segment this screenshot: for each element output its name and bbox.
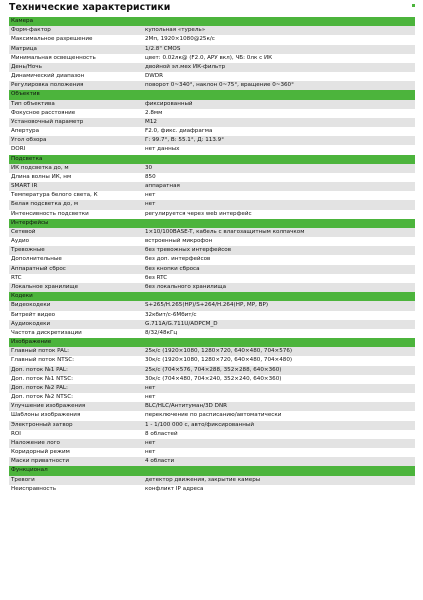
spec-row: [9, 329, 415, 338]
spec-label: Тревожные: [11, 247, 45, 254]
spec-value: 4 области: [145, 458, 175, 465]
spec-row: [9, 476, 415, 485]
spec-row: [9, 72, 415, 81]
spec-row: [9, 237, 415, 246]
section-header: [9, 155, 415, 164]
spec-label: Тип объектива: [11, 100, 55, 107]
spec-value: детектор движения, закрытие камеры: [145, 476, 261, 483]
section-title: Функционал: [11, 467, 48, 474]
spec-label: Доп. поток №2 PAL:: [11, 384, 68, 391]
spec-value: F2.0, фикс. диафрагма: [145, 128, 213, 135]
spec-value: нет: [145, 192, 156, 199]
spec-value: BLC/HLC/Антитуман/3D DNR: [145, 403, 228, 410]
spec-value: поворот 0~340°, наклон 0~75°, вращение 0~360°: [145, 82, 294, 89]
spec-value: фиксированный: [145, 100, 193, 107]
spec-row: [9, 210, 415, 219]
spec-label: SMART IR: [11, 183, 38, 190]
spec-label: Электронный затвор: [11, 421, 73, 428]
spec-row: [9, 366, 415, 375]
section-title: Объектив: [11, 91, 40, 98]
spec-row: [9, 35, 415, 44]
spec-label: Длина волны ИК, нм: [11, 173, 72, 180]
spec-row: [9, 63, 415, 72]
spec-label: Установочный параметр: [11, 118, 84, 125]
spec-row: [9, 356, 415, 365]
spec-label: Аппаратный сброс: [11, 265, 66, 272]
spec-value: 850: [145, 173, 156, 180]
spec-value: 32кбит/с-6Мбит/с: [145, 311, 197, 318]
spec-value: Г: 99.7°, В: 55.1°, Д: 113.9°: [145, 137, 225, 144]
spec-value: 30к/с (704×480, 704×240, 352×240, 640×360): [145, 375, 282, 382]
spec-value: без локального хранилища: [145, 283, 227, 290]
spec-label: Дополнительные: [11, 256, 62, 263]
spec-value: 30: [145, 164, 153, 171]
spec-label: Аудио: [11, 238, 30, 245]
spec-row: [9, 81, 415, 90]
spec-row: [9, 200, 415, 209]
section-title: Изображение: [11, 339, 52, 346]
spec-row: [9, 54, 415, 63]
section-title: Интерфейсы: [11, 219, 49, 226]
spec-value: без кнопки сброса: [145, 265, 200, 272]
spec-label: Апертура: [11, 128, 40, 135]
spec-label: Угол обзора: [11, 137, 47, 144]
spec-row: [9, 127, 415, 136]
spec-label: Видеокодеки: [11, 302, 51, 309]
section-title: Камера: [11, 18, 34, 24]
spec-value: аппаратная: [145, 183, 180, 190]
section-title: Подсветка: [11, 155, 43, 162]
section-title: Кодеки: [11, 293, 33, 300]
spec-row: [9, 320, 415, 329]
spec-value: M12: [145, 118, 157, 125]
spec-value: 30к/с (1920×1080, 1280×720, 640×480, 704×480): [145, 357, 293, 364]
spec-value: переключение по расписанию/автоматически: [145, 412, 282, 419]
spec-label: Интенсивность подсветки: [11, 210, 89, 217]
spec-row: [9, 228, 415, 237]
spec-row: [9, 109, 415, 118]
spec-label: Максимальное разрешение: [11, 36, 93, 43]
section-header: [9, 338, 415, 347]
spec-row: [9, 430, 415, 439]
spec-value: без тревожных интерфейсов: [145, 247, 232, 254]
spec-value: встроенный микрофон: [145, 238, 213, 245]
spec-label: DORI: [11, 146, 26, 153]
spec-value: 2.8мм: [145, 109, 163, 116]
spec-value: 1×10/100BASE-T, кабель с влагозащитным колпачком: [145, 228, 305, 235]
spec-row: [9, 448, 415, 457]
spec-value: регулируется через web интерфейс: [145, 210, 252, 217]
spec-label: Белая подсветка до, м: [11, 201, 79, 208]
spec-value: без RTC: [145, 274, 168, 281]
spec-label: Главный поток PAL:: [11, 348, 69, 355]
spec-row: [9, 283, 415, 292]
spec-label: Динамический диапазон: [11, 73, 85, 80]
spec-value: 25к/с (1920×1080, 1280×720, 640×480, 704×576): [145, 348, 293, 355]
spec-row: [9, 191, 415, 200]
spec-label: Главный поток NTSC:: [11, 357, 75, 364]
spec-label: ИК подсветка до, м: [11, 164, 69, 171]
spec-row: [9, 347, 415, 356]
spec-value: купольная «турель»: [145, 27, 206, 34]
spec-row: [9, 384, 415, 393]
spec-value: DWDR: [145, 73, 164, 80]
spec-label: Температура белого света, К: [11, 192, 98, 199]
spec-row: [9, 274, 415, 283]
spec-label: День/Ночь: [11, 63, 42, 70]
spec-row: [9, 393, 415, 402]
spec-row: [9, 402, 415, 411]
page-title: Технические характеристики: [9, 2, 171, 13]
spec-row: [9, 100, 415, 109]
spec-value: нет: [145, 201, 156, 208]
spec-row: [9, 439, 415, 448]
spec-label: RTC: [11, 274, 22, 281]
spec-label: Неисправность: [11, 485, 57, 492]
spec-row: [9, 485, 415, 494]
spec-value: нет: [145, 439, 156, 446]
spec-value: 2Мп, 1920×1080@25к/с: [145, 36, 215, 43]
spec-row: [9, 45, 415, 54]
spec-label: Фокусное расстояние: [11, 109, 76, 116]
spec-label: Локальное хранилище: [11, 283, 79, 290]
spec-value: нет данных: [145, 146, 180, 153]
spec-label: Форм-фактор: [11, 27, 51, 34]
spec-label: Минимальная освещенность: [11, 54, 96, 61]
spec-label: Наложение лого: [11, 439, 60, 446]
spec-value: нет: [145, 394, 156, 401]
spec-value: 1 - 1/100 000 с, авто/фиксированный: [145, 421, 254, 428]
spec-label: Аудиокодеки: [11, 320, 51, 327]
spec-value: 1/2.8" CMOS: [145, 45, 181, 52]
spec-label: Маски приватности: [11, 458, 69, 465]
spec-row: [9, 118, 415, 127]
spec-row: [9, 411, 415, 420]
spec-label: Битрейт видео: [11, 311, 56, 318]
spec-label: Доп. поток №1 NTSC:: [11, 375, 74, 382]
section-header: [9, 292, 415, 301]
spec-label: Тревоги: [11, 476, 35, 483]
spec-row: [9, 182, 415, 191]
spec-value: S+265/H.265(HP)/S+264/H.264(HP, MP, BP): [145, 302, 269, 309]
spec-row: [9, 255, 415, 264]
spec-row: [9, 265, 415, 274]
spec-value: без доп. интерфейсов: [145, 256, 211, 263]
spec-row: [9, 311, 415, 320]
spec-label: Матрица: [11, 45, 37, 52]
spec-label: Коридорный режим: [11, 449, 70, 456]
spec-value: G.711A/G.711U/ADPCM_D: [145, 320, 218, 327]
spec-value: конфликт IP адреса: [145, 485, 204, 492]
spec-row: [9, 457, 415, 466]
spec-label: Сетевой: [11, 228, 36, 235]
spec-label: Частота дискретизации: [11, 329, 82, 336]
spec-row: [9, 301, 415, 310]
spec-row: [9, 421, 415, 430]
spec-row: [9, 173, 415, 182]
spec-label: Доп. поток №2 NTSC:: [11, 394, 74, 401]
spec-row: [9, 246, 415, 255]
spec-row: [9, 26, 415, 35]
spec-label: ROI: [11, 430, 21, 437]
spec-row: [9, 164, 415, 173]
spec-row: [9, 145, 415, 154]
spec-row: [9, 136, 415, 145]
spec-table: [9, 17, 415, 494]
spec-value: нет: [145, 384, 156, 391]
spec-label: Шаблоны изображения: [11, 412, 81, 419]
section-header: [9, 17, 415, 26]
spec-value: 25к/с (704×576, 704×288, 352×288, 640×360): [145, 366, 282, 373]
section-header: [9, 90, 415, 99]
spec-value: нет: [145, 449, 156, 456]
accent-mark: [412, 4, 415, 7]
spec-value: двойной эл.мех ИК-фильтр: [145, 63, 226, 70]
spec-label: Доп. поток №1 PAL:: [11, 366, 68, 373]
section-header: [9, 466, 415, 475]
spec-value: 8 областей: [145, 430, 178, 437]
spec-value: 8/32/48кГц: [145, 329, 178, 336]
spec-value: цвет: 0.02лк@ (F2.0, АРУ вкл), ЧБ: 0лк с ИК: [145, 54, 273, 61]
spec-label: Улучшение изображения: [11, 403, 86, 410]
spec-label: Регулировка положения: [11, 82, 84, 89]
section-header: [9, 219, 415, 228]
spec-row: [9, 375, 415, 384]
